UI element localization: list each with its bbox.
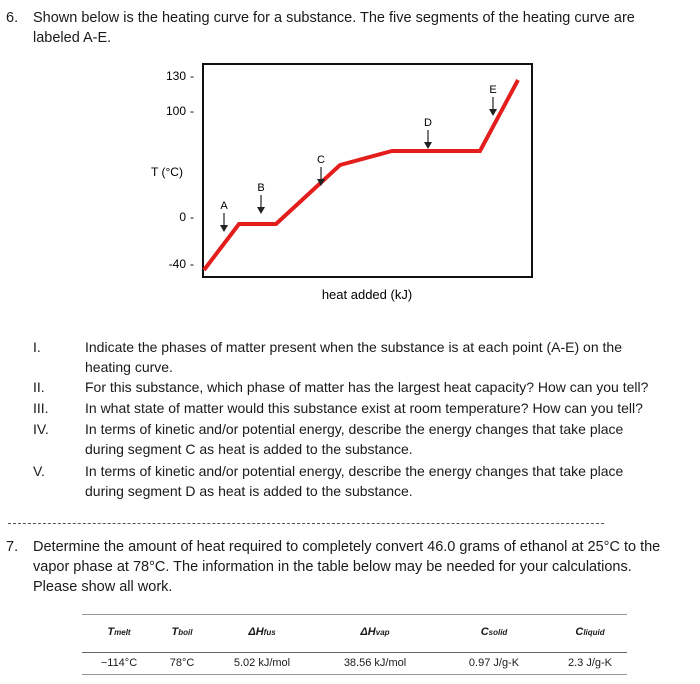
y-tick-dash: -: [190, 257, 194, 271]
table-cell-dhfus: 5.02 kJ/mol: [233, 657, 291, 669]
segment-label-b: B: [257, 182, 265, 194]
table-cell-cliquid: 2.3 J/g-K: [567, 657, 613, 669]
question-number: II.: [33, 379, 45, 395]
table-header-dhfus: ΔHfus: [248, 626, 276, 638]
q7-text: Determine the amount of heat required to completely convert 46.0 grams of ethanol at 25°C to the vapor phase at 78°C. The information in the table below may be needed for your calculations. Please show all work.: [33, 539, 661, 595]
segment-label-c: C: [317, 154, 325, 166]
y-tick-100: 100: [165, 104, 186, 118]
table-header-dhvap: ΔHvap: [360, 626, 390, 638]
table-top-border: [82, 614, 627, 615]
y-tick-130: 130: [165, 69, 186, 83]
segment-label-a: A: [220, 200, 228, 212]
table-header-cliquid: Cliquid: [575, 626, 605, 638]
section-divider: [8, 523, 604, 524]
q6-text: Shown below is the heating curve for a substance. The five segments of the heating curve are labeled A-E.: [33, 10, 635, 46]
table-header-tmelt: Tmelt: [107, 626, 131, 638]
table-header-rule: [82, 652, 627, 653]
heating-curve-graph: [0, 0, 700, 310]
y-tick-dash: -: [190, 104, 194, 118]
q7-number: 7.: [6, 539, 19, 555]
y-axis-label: T (°C): [151, 165, 183, 179]
data-table: [82, 614, 627, 675]
y-tick-dash: -: [190, 69, 194, 83]
question-number: III.: [33, 400, 49, 416]
question-text: In terms of kinetic and/or potential energy, describe the energy changes that take place during segment D as heat is added to the substance.: [85, 463, 624, 499]
question-text: In terms of kinetic and/or potential energy, describe the energy changes that take place during segment C as heat is added to the substance.: [85, 421, 624, 457]
y-tick-dash: -: [190, 210, 194, 224]
x-axis-label: heat added (kJ): [321, 287, 413, 302]
question-number: V.: [33, 463, 45, 479]
question-number: I.: [33, 339, 41, 355]
table-header-tboil: Tboil: [171, 626, 193, 638]
table-cell-dhvap: 38.56 kJ/mol: [343, 657, 407, 669]
question-text: For this substance, which phase of matter has the largest heat capacity? How can you tell?: [85, 379, 649, 395]
question-text: In what state of matter would this substance exist at room temperature? How can you tell?: [85, 400, 643, 416]
table-header-csolid: Csolid: [480, 626, 508, 638]
y-tick-0: 0: [179, 210, 186, 224]
table-cell-tmelt: −114°C: [100, 657, 138, 669]
y-tick-minus40: -40: [168, 257, 186, 271]
question-text: Indicate the phases of matter present when the substance is at each point (A-E) on the heating curve.: [85, 339, 622, 375]
table-cell-csolid: 0.97 J/g-K: [468, 657, 520, 669]
q6-number: 6.: [6, 10, 19, 26]
segment-label-e: E: [489, 84, 497, 96]
table-cell-tboil: 78°C: [169, 657, 195, 669]
table-bottom-border: [82, 674, 627, 675]
question-number: IV.: [33, 421, 49, 437]
segment-label-d: D: [424, 117, 432, 129]
graph-frame: [203, 64, 532, 277]
